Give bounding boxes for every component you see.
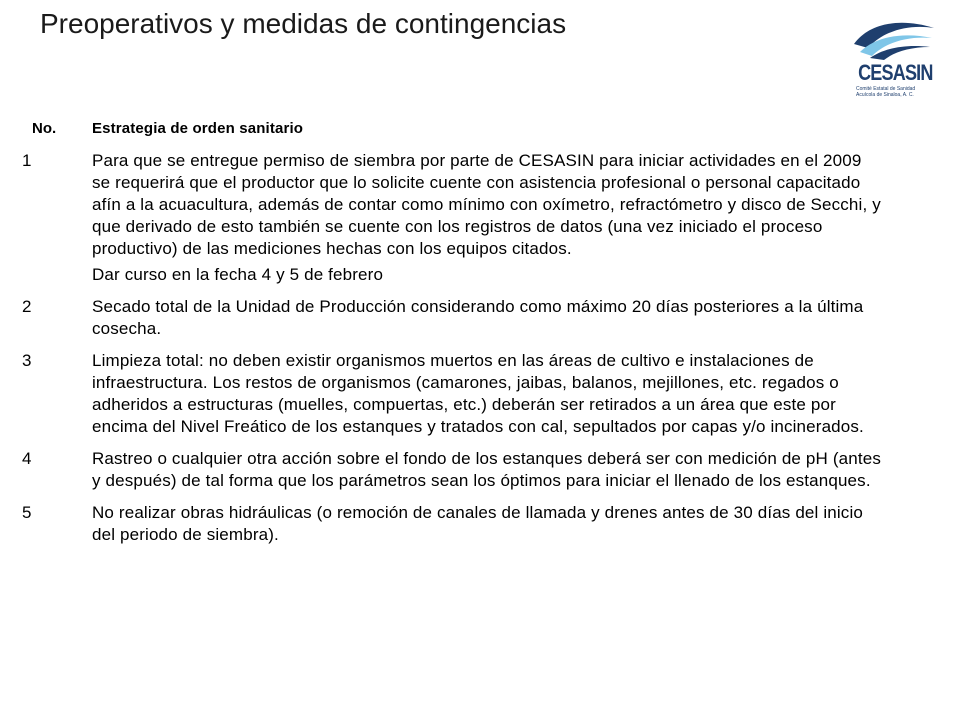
table-row xyxy=(0,502,960,546)
wave-logo-icon xyxy=(850,14,940,60)
table-row xyxy=(0,296,960,340)
header-number: No. xyxy=(32,120,57,137)
table-row-note xyxy=(0,264,960,286)
logo-subtitle-line2: Acuícola de Sinaloa, A. C. xyxy=(856,92,914,98)
row-text: Limpieza total: no deben existir organismos muertos en las áreas de cultivo e instalaciones de infraestructura. Los restos de organismos (camarones, jaibas, balanos, mejillones, etc. regados o adheridos a estructuras (muelles, compuertas, etc.) deberán ser retirados a un área que este por encima del Nivel Freático de los estanques y tratados con cal, sepultados por capas y/o incinerados. xyxy=(92,351,864,436)
logo-subtitle-line1: Comité Estatal de Sanidad xyxy=(856,86,916,92)
row-text: Para que se entregue permiso de siembra por parte de CESASIN para iniciar actividades en el 2009 se requerirá que el productor que lo solicite cuente con asistencia profesional o personal capacitado afín a la acuacultura, además de contar como mínimo con oxímetro, refractómetro y disco de Secchi, y que derivado de esto también se cuente con los registros de datos (una vez iniciado el proceso productivo) de las mediciones hechas con los equipos citados. xyxy=(92,151,881,258)
strategy-table xyxy=(0,118,960,546)
row-text: No realizar obras hidráulicas (o remoción de canales de llamada y drenes antes de 30 días del inicio del periodo de siembra). xyxy=(92,503,863,544)
row-number: 2 xyxy=(22,297,32,316)
cesasin-logo xyxy=(850,14,940,104)
table-row xyxy=(0,448,960,492)
slide-title: Preoperativos y medidas de contingencias xyxy=(40,8,567,39)
row-number: 3 xyxy=(22,351,32,370)
row-note: Dar curso en la fecha 4 y 5 de febrero xyxy=(92,265,384,284)
row-number: 1 xyxy=(22,151,32,170)
header-strategy: Estrategia de orden sanitario xyxy=(92,120,304,137)
logo-name: CESASIN xyxy=(858,60,933,85)
row-text: Rastreo o cualquier otra acción sobre el fondo de los estanques deberá ser con medición de pH (antes y después) de tal forma que los parámetros sean los óptimos para iniciar el llenado de los estanques. xyxy=(92,449,881,490)
row-text: Secado total de la Unidad de Producción considerando como máximo 20 días posteriores a la última cosecha. xyxy=(92,297,864,338)
table-row xyxy=(0,350,960,438)
table-row xyxy=(0,150,960,260)
row-number: 5 xyxy=(22,503,32,522)
table-header xyxy=(0,118,960,140)
row-number: 4 xyxy=(22,449,32,468)
